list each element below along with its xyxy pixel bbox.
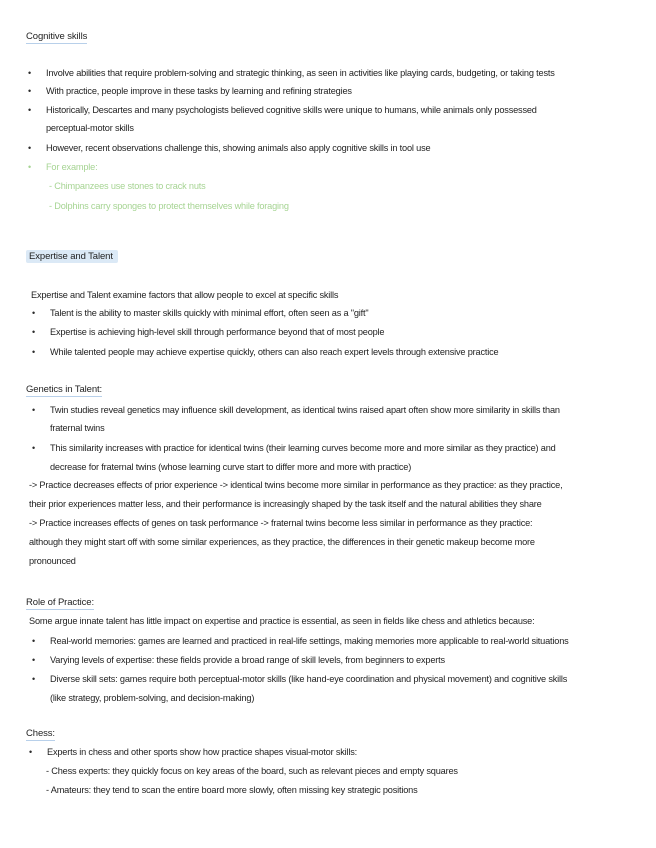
heading-role-of-practice: Role of Practice: [26, 597, 94, 608]
example-sub-item: - Dolphins carry sponges to protect themselves while foraging [49, 201, 289, 211]
list-item-example: • For example: [46, 161, 97, 173]
list-item: • Talent is the ability to master skills quickly with minimal effort, often seen as a "gift" [50, 307, 369, 319]
paragraph: -> Practice decreases effects of prior experience -> identical twins become more similar in performance as they practice: as they practice, [29, 480, 563, 490]
list-item: • This similarity increases with practice for identical twins (their learning curves become more and more similar as they practice) and [50, 442, 556, 454]
list-item-continuation: decrease for fraternal twins (whose learning curve start to differ more and more with practice) [50, 462, 412, 472]
list-item: • Twin studies reveal genetics may influence skill development, as identical twins raised apart often show more similarity in skills than [50, 404, 560, 416]
heading-expertise-and-talent: Expertise and Talent [26, 250, 118, 263]
heading-chess: Chess: [26, 728, 55, 739]
list-item-continuation: (like strategy, problem-solving, and decision-making) [50, 693, 255, 703]
list-item: • However, recent observations challenge this, showing animals also apply cognitive skills in tool use [46, 142, 430, 154]
sub-item: - Chess experts: they quickly focus on key areas of the board, such as relevant pieces and empty squares [46, 766, 458, 776]
list-item-continuation: perceptual-motor skills [46, 123, 134, 133]
list-item: • While talented people may achieve expertise quickly, others can also reach expert levels through extensive practice [50, 346, 498, 358]
heading-cognitive-skills: Cognitive skills [26, 31, 88, 42]
paragraph: -> Practice increases effects of genes on task performance -> fraternal twins become less similar in performance as they practice: [29, 518, 533, 528]
paragraph: their prior experiences matter less, and their performance is increasingly shaped by the task itself and the natural abilities they share [29, 499, 542, 509]
list-item-continuation: fraternal twins [50, 423, 105, 433]
example-sub-item: - Chimpanzees use stones to crack nuts [49, 181, 206, 191]
list-item: • With practice, people improve in these tasks by learning and refining strategies [46, 85, 352, 97]
list-item: • Diverse skill sets: games require both perceptual-motor skills (like hand-eye coordination and physical movement) and cognitive skills [50, 673, 567, 685]
paragraph: pronounced [29, 556, 76, 566]
list-item: • Experts in chess and other sports show how practice shapes visual-motor skills: [47, 746, 357, 758]
list-item: • Real-world memories: games are learned and practiced in real-life settings, making memories more applicable to real-world situations [50, 635, 569, 647]
list-item: • Historically, Descartes and many psychologists believed cognitive skills were unique to humans, while animals only possessed [46, 104, 537, 116]
paragraph: Expertise and Talent examine factors that allow people to excel at specific skills [31, 290, 339, 300]
list-item: • Expertise is achieving high-level skill through performance beyond that of most people [50, 326, 384, 338]
paragraph: Some argue innate talent has little impact on expertise and practice is essential, as seen in fields like chess and athletics because: [29, 616, 535, 626]
sub-item: - Amateurs: they tend to scan the entire board more slowly, often missing key strategic positions [46, 785, 418, 795]
paragraph: although they might start off with some similar experiences, as they practice, the differences in their genetic makeup become more [29, 537, 535, 547]
list-item: • Varying levels of expertise: these fields provide a broad range of skill levels, from beginners to experts [50, 654, 445, 666]
list-item: • Involve abilities that require problem-solving and strategic thinking, as seen in activities like playing cards, budgeting, or taking tests [46, 67, 555, 79]
heading-genetics-in-talent: Genetics in Talent: [26, 384, 103, 395]
